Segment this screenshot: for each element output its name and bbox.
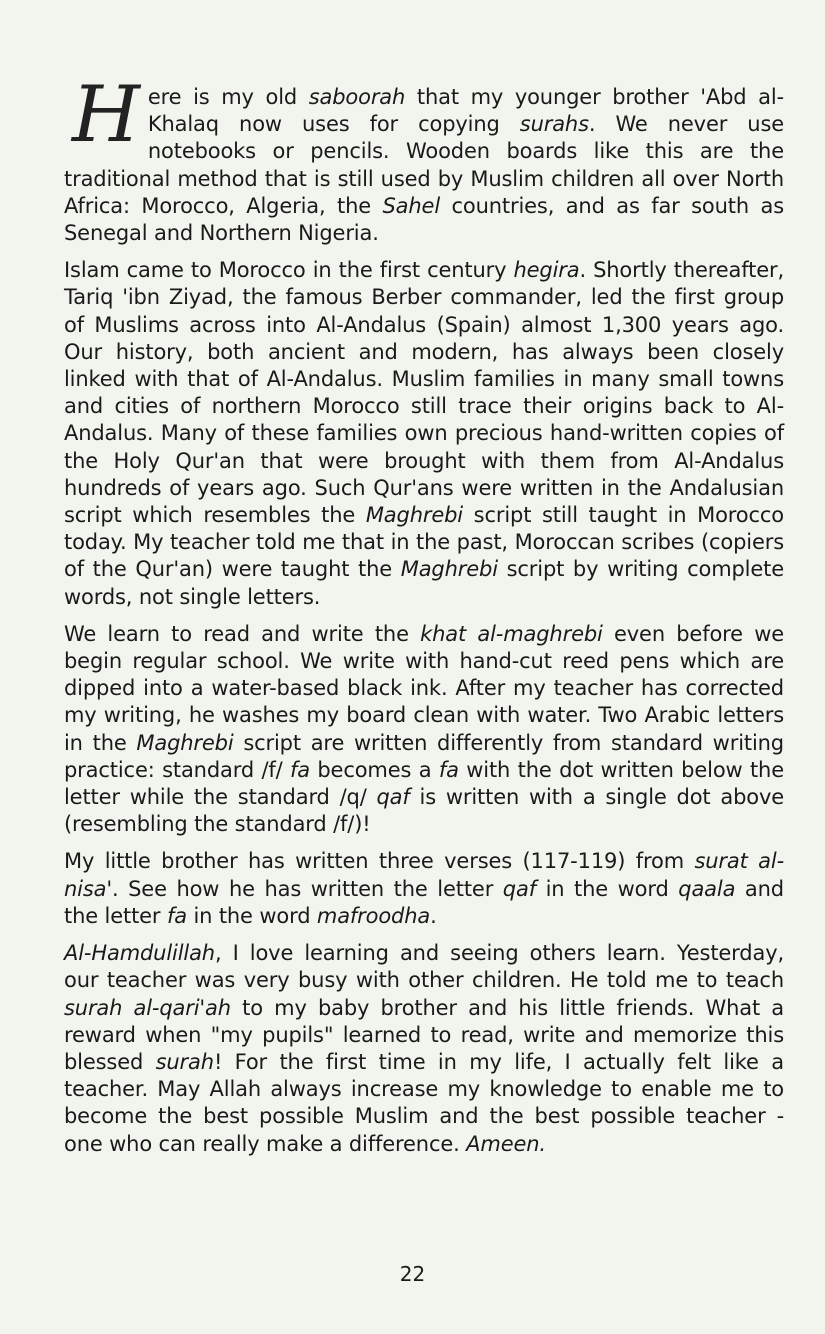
italic-term: khat al-maghrebi [420,621,603,646]
text-run: to my baby brother and his little friends. What a reward when "my pupils" learned to read, write and memorize this blessed [64,995,784,1074]
text-run: becomes a [309,757,439,782]
italic-term: Al-Hamdulillah [64,941,215,966]
text-run: with the dot written below the letter while the standard /q/ [64,757,784,810]
italic-term: fa [289,757,310,782]
drop-cap-letter: H [72,70,140,160]
text-run: . [430,903,437,928]
italic-term: Maghrebi [365,503,463,528]
text-run: ere is my old [147,85,309,109]
italic-term: surah [155,1049,214,1074]
text-run: that my younger brother 'Abd al-Khalaq now uses for copying [147,85,784,137]
text-run: ! For the first time in my life, I actually felt like a teacher. May Allah always increase my knowledge to enable me to become the best possible Muslim and the best possible teacher - one who can really make a difference. [64,1049,784,1156]
text-run: Islam came to Morocco in the first century [64,258,514,283]
text-run: is written with a single dot above (resembling the standard /f/)! [64,785,784,837]
paragraph-1 [64,70,785,247]
text-run: script are written differently from standard writing practice: standard /f/ [64,730,784,782]
italic-term: Maghrebi [136,730,234,755]
text-run: script still taught in Morocco today. My teacher told me that in the past, Moroccan scribes (copiers of the Qur'an) were taught the [64,503,784,582]
text-run: in the word [535,876,679,901]
text-run: We learn to read and write the [64,621,421,646]
text-run: and the letter [64,876,784,928]
italic-term: qaala [678,876,736,901]
page-body [64,70,785,1168]
italic-term: fa [438,757,459,782]
paragraph-4 [64,848,784,930]
text-run: . We never use notebooks or pencils. Wooden boards like this are the traditional method that is still used by Muslim children all over North Africa: Morocco, Algeria, the [64,112,785,218]
text-run: countries, and as far south as Senegal and Northern Nigeria. [64,193,784,246]
paragraph-5 [64,940,784,1158]
text-run: . See how he has written the letter [111,876,503,901]
italic-term: surat al-nisa' [64,849,785,901]
italic-term: mafroodha [316,903,431,928]
italic-term: fa [166,903,187,928]
text-run: script by writing complete words, not single letters. [64,557,784,609]
italic-term: surah al-qari'ah [64,995,231,1020]
paragraph-2 [64,257,784,611]
italic-term: Maghrebi [400,557,498,582]
text-run: , I love learning and seeing others learn. Yesterday, our teacher was very busy with other children. He told me to teach [64,941,784,993]
paragraph-3 [64,621,784,839]
text-run: My little brother has written three verses (117-119) from [64,849,695,874]
italic-term: qaf [376,785,410,810]
italic-term: Sahel [382,193,440,218]
italic-term: surahs [519,112,589,137]
text-run: in the word [186,903,317,928]
page-number: 22 [399,1262,426,1286]
italic-term: qaf [502,876,536,901]
italic-term: Ameen. [466,1131,546,1156]
text-run: even before we begin regular school. We write with hand-cut reed pens which are dipped into a water-based black ink. After my teacher has corrected my writing, he washes my board clean with water. Two Arabic letters in the [64,621,785,755]
text-run: . Shortly thereafter, Tariq 'ibn Ziyad, the famous Berber commander, led the first group of Muslims across into Al-Andalus (Spain) almost 1,300 years ago. Our history, both ancient and modern, has always been closely linked with that of Al-Andalus. Muslim families in many small towns and cities of northern Morocco still trace their origins back to Al-Andalus. Many of these families own precious hand-written copies of the Holy Qur'an that were brought with them from Al-Andalus hundreds of years ago. Such Qur'ans were written in the Andalusian script which resembles the [64,258,784,528]
italic-term: hegira [513,258,580,283]
italic-term: saboorah [308,85,406,109]
